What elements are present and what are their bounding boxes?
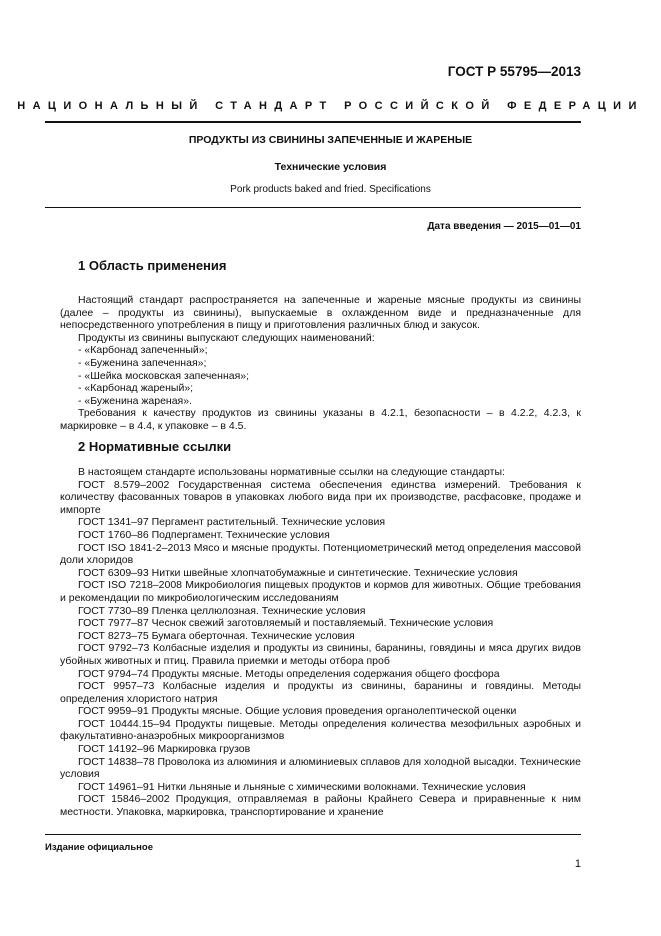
list-item: - «Буженина жареная». <box>78 394 192 407</box>
reference-item: ГОСТ 7977–87 Чеснок свежий заготовляемый и поставляемый. Технические условия <box>78 617 494 630</box>
reference-item: ГОСТ 8.579–2002 Государственная система обеспечения единства измерений. Требования к количеству фасованных товаров в упаковках любого вида при их производстве, расфасовке, продаже и импорте <box>60 478 581 516</box>
title-rule <box>45 207 581 208</box>
section-2-body <box>60 466 581 819</box>
document-subtitle: Технические условия <box>274 161 387 173</box>
reference-item: ГОСТ 6309–93 Нитки швейные хлопчатобумажные и синтетические. Технические условия <box>78 566 518 579</box>
official-edition-label: Издание официальное <box>45 842 153 853</box>
reference-item: ГОСТ 9957–73 Колбасные изделия и продукты из свинины, баранины и говядины. Методы определения хлористого натрия <box>60 680 581 705</box>
reference-item: ГОСТ 7730–89 Пленка целлюлозная. Технические условия <box>78 604 366 617</box>
reference-item: ГОСТ 14192–96 Маркировка грузов <box>78 743 251 756</box>
reference-item: ГОСТ 14961–91 Нитки льняные и льняные с химическими волокнами. Технические условия <box>78 780 526 793</box>
reference-item: ГОСТ ISO 1841-2–2013 Мясо и мясные продукты. Потенциометрический метод определения массовой доли хлоридов <box>60 541 581 567</box>
reference-item: ГОСТ 9792–73 Колбасные изделия и продукты из свинины, баранины, говядины и мяса других видов убойных животных и птиц. Правила приемки и методы отбора проб <box>60 642 581 667</box>
paragraph: Настоящий стандарт распространяется на запеченные и жареные мясные продукты из свинины (далее – продукты из свинины), выпускаемые в охлажденном виде и предназначенные для непосредственного употребления в пищу и приготовления различных блюд и закусок. <box>60 294 581 332</box>
reference-item: ГОСТ 9794–74 Продукты мясные. Методы определения содержания общего фосфора <box>78 667 500 680</box>
paragraph: В настоящем стандарте использованы нормативные ссылки на следующие стандарты: <box>78 466 505 478</box>
paragraph: Требования к качеству продуктов из свинины указаны в 4.2.1, безопасности – в 4.2.2, 4.2.3, к маркировке – в 4.4, к упаковке – в 4.5. <box>60 407 581 432</box>
list-item: - «Карбонад жареный»; <box>78 382 194 395</box>
introduction-date: Дата введения — 2015—01—01 <box>427 221 581 232</box>
national-standard-heading: НАЦИОНАЛЬНЫЙ СТАНДАРТ РОССИЙСКОЙ ФЕДЕРАЦИИ <box>17 100 644 112</box>
section-1-body <box>60 294 581 433</box>
reference-item: ГОСТ 10444.15–94 Продукты пищевые. Методы определения количества мезофильных аэробных и факультативно-анаэробных микроорганизмов <box>60 717 581 743</box>
list-item: - «Карбонад запеченный»; <box>78 344 208 357</box>
reference-item: ГОСТ 9959–91 Продукты мясные. Общие условия проведения органолептической оценки <box>78 705 517 718</box>
reference-item: ГОСТ 1341–97 Пергамент растительный. Технические условия <box>78 516 386 529</box>
section-2-heading: 2 Нормативные ссылки <box>78 439 232 454</box>
list-item: - «Буженина запеченная»; <box>78 356 207 369</box>
list-item: - «Шейка московская запеченная»; <box>78 369 250 382</box>
reference-item: ГОСТ 8273–75 Бумага оберточная. Технические условия <box>78 629 355 642</box>
page-number: 1 <box>574 858 581 870</box>
reference-item: ГОСТ ISO 7218–2008 Микробиология пищевых продуктов и кормов для животных. Общие требования и рекомендации по микробиологическим исследованиям <box>60 579 581 604</box>
header-rule <box>45 121 581 123</box>
reference-item: ГОСТ 15846–2002 Продукция, отправляемая в районы Крайнего Севера и приравненные к ним местности. Упаковка, маркировка, транспортирование и хранение <box>60 793 581 819</box>
reference-item: ГОСТ 14838–78 Проволока из алюминия и алюминиевых сплавов для холодной высадки. Технические условия <box>60 755 582 781</box>
english-title: Pork products baked and fried. Specifications <box>230 184 431 195</box>
reference-item: ГОСТ 1760–86 Подпергамент. Технические условия <box>78 528 330 541</box>
footer-rule <box>45 834 581 835</box>
document-title: ПРОДУКТЫ ИЗ СВИНИНЫ ЗАПЕЧЕННЫЕ И ЖАРЕНЫЕ <box>188 134 473 146</box>
section-1-heading: 1 Область применения <box>78 258 227 273</box>
standard-code: ГОСТ Р 55795—2013 <box>447 64 581 79</box>
paragraph: Продукты из свинины выпускают следующих наименований: <box>78 331 375 344</box>
